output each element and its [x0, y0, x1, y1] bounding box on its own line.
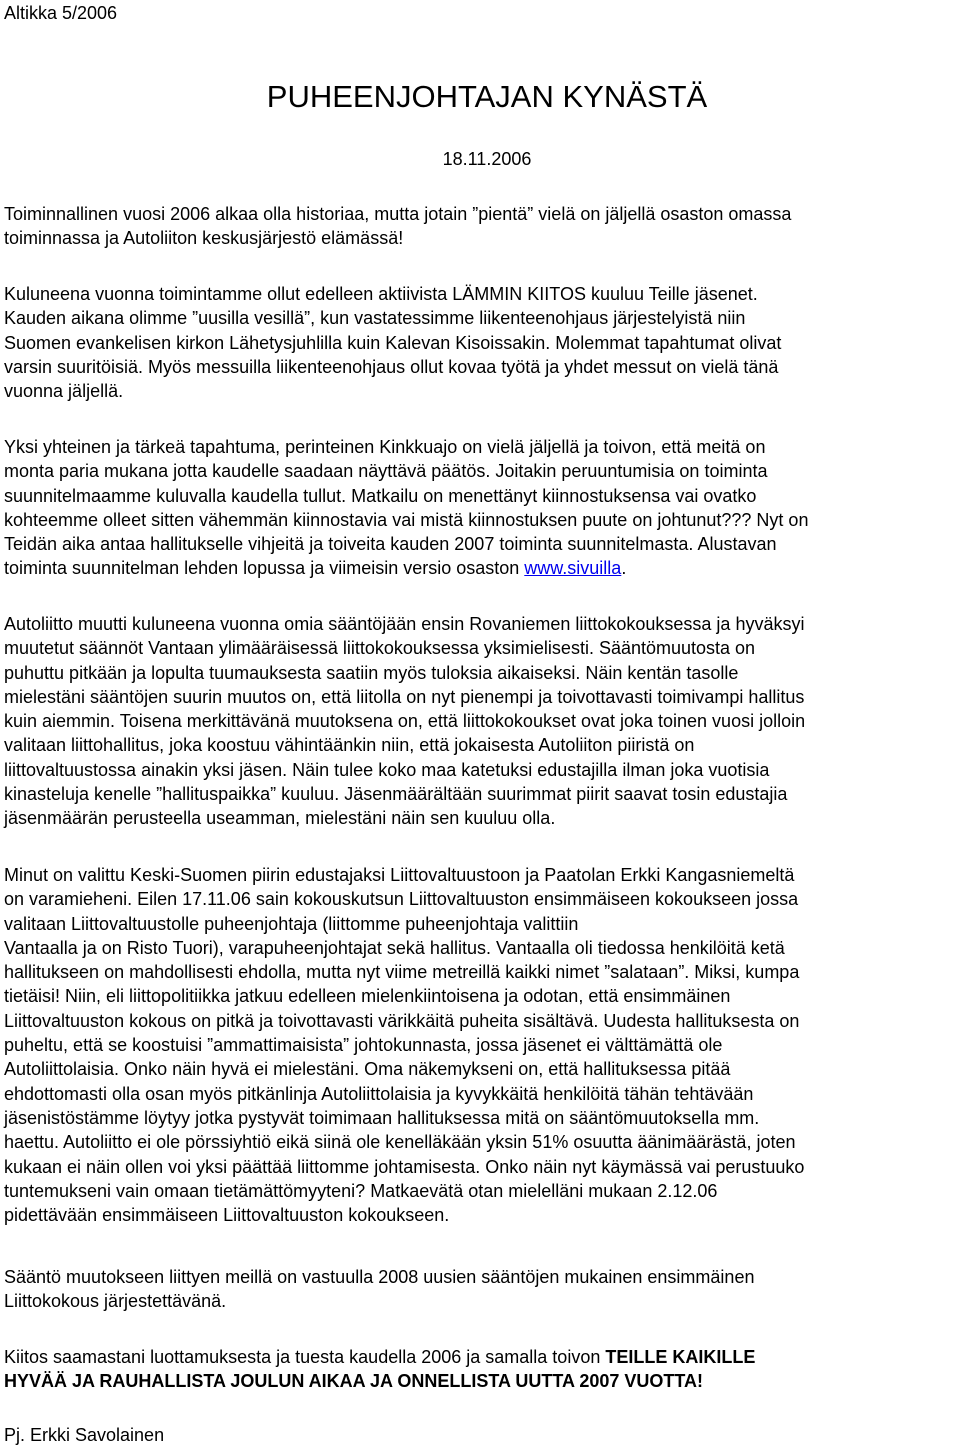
paragraph-line: Kuluneena vuonna toimintamme ollut edelleen aktiivista LÄMMIN KIITOS kuuluu Teille jäsenet. — [4, 284, 758, 304]
paragraph-line: kinasteluja kenelle ”hallituspaikka” kuuluu. Jäsenmäärältään suurimmat piirit saavat tosin edustajia — [4, 784, 788, 805]
paragraph-line: Liittokokous järjestettävänä. — [4, 1291, 227, 1312]
paragraph-text: Kiitos saamastani luottamuksesta ja tuesta kaudella 2006 ja samalla toivon — [4, 1347, 606, 1367]
website-link[interactable]: www.sivuilla — [524, 558, 622, 579]
paragraph-line: Sääntö muutokseen liittyen meillä on vastuulla 2008 uusien sääntöjen mukainen ensimmäinen — [4, 1267, 755, 1287]
paragraph-line: puhuttu pitkään ja lopulta tuumauksesta saatiin myös tuloksia aikaiseksi. Näin kentän tasolle — [4, 662, 739, 683]
issue-header: Altikka 5/2006 — [4, 3, 118, 23]
paragraph-line — [4, 1369, 956, 1393]
paragraph-activities — [4, 282, 956, 403]
article-date: 18.11.2006 — [442, 149, 532, 169]
paragraph-line: monta paria mukana jotta kaudelle saadaan näyttävä päätös. Joitakin peruuntumisia on toiminta — [4, 461, 768, 482]
paragraph-line: Suomen evankelisen kirkon Lähetysjuhlilla kuin Kalevan Kisoissakin. Molemmat tapahtumat olivat — [4, 332, 782, 353]
paragraph-line: toiminnassa ja Autoliiton keskusjärjestö elämässä! — [4, 228, 404, 249]
paragraph-line: Vantaalla ja on Risto Tuori), varapuheenjohtajat sekä hallitus. Vantaalla oli tiedossa henkilöitä ketä — [4, 937, 785, 958]
paragraph-line: vuonna jäljellä. — [4, 381, 124, 402]
paragraph-line: jäsenmäärän perusteella useamman, mielestäni näin sen kuuluu olla. — [4, 808, 556, 829]
paragraph-line: tietäisi! Niin, eli liittopolitiikka jatkuu edelleen mielenkiintoisena ja odotan, että ensimmäinen — [4, 986, 731, 1007]
paragraph-council — [4, 863, 956, 1227]
paragraph-line: ehdottomasti olla osan myös pitkänlinja Autoliittolaisia ja kyvykkäitä henkilöitä tähän tehtävään — [4, 1083, 754, 1104]
paragraph-line: kukaan ei näin ollen voi yksi päättää liittomme johtamisesta. Onko näin nyt käymässä vai perustuuko — [4, 1156, 805, 1177]
paragraph-kinkkuajo — [4, 435, 956, 581]
paragraph-2008-meeting — [4, 1265, 956, 1314]
paragraph-line: Minut on valittu Keski-Suomen piirin edustajaksi Liittovaltuustoon ja Paatolan Erkki Kangasniemeltä — [4, 865, 795, 885]
paragraph-text: toiminta suunnitelman lehden lopussa ja viimeisin versio osaston — [4, 558, 525, 579]
paragraph-line: on varamieheni. Eilen 17.11.06 sain kokouskutsun Liittovaltuuston ensimmäiseen kokoukseen jossa — [4, 889, 799, 910]
paragraph-intro — [4, 202, 956, 251]
paragraph-line: mielestäni sääntöjen suurin muutos on, että liitolla on nyt pienempi ja toivottavasti toimivampi hallitus — [4, 686, 805, 707]
paragraph-line: jäsenistöstämme löytyy jotka pystyvät toimimaan hallituksessa mitä on sääntömuutoksella mm. — [4, 1107, 760, 1128]
paragraph-line: Yksi yhteinen ja tärkeä tapahtuma, perinteinen Kinkkuajo on vielä jäljellä ja toivon, että meitä on — [4, 437, 766, 457]
paragraph-greetings — [4, 1345, 956, 1394]
paragraph-line: Liittovaltuuston kokous on pitkä ja toivottavasti värikkäitä puheita sisältävä. Uudesta hallituksesta on — [4, 1010, 800, 1031]
paragraph-line: varsin suuritöisiä. Myös messuilla liikenteenohjaus ollut kovaa työtä ja yhdet messut on vielä tänä — [4, 356, 779, 377]
paragraph-line: pidettävään ensimmäiseen Liittovaltuuston kokoukseen. — [4, 1205, 450, 1226]
paragraph-line: Kauden aikana olimme ”uusilla vesillä”, kun vastatessimme liikenteenohjaus järjestelyistä niin — [4, 308, 746, 329]
page-title: PUHEENJOHTAJAN KYNÄSTÄ — [266, 79, 708, 114]
paragraph-text: . — [621, 558, 627, 579]
signature — [4, 1423, 956, 1447]
paragraph-line: suunnitelmaamme kuluvalla kaudella tullut. Matkailu on menettänyt kiinnostuksensa vai ovatko — [4, 485, 757, 506]
paragraph-line: valitaan Liittovaltuustolle puheenjohtaja (liittomme puheenjohtaja valittiin — [4, 913, 579, 934]
paragraph-line: muutetut säännöt Vantaan ylimääräisessä liittokokouksessa yksimielisesti. Sääntömuutosta on — [4, 638, 756, 659]
paragraph-line — [4, 1345, 956, 1369]
paragraph-line: Autoliitto muutti kuluneena vuonna omia sääntöjään ensin Rovaniemen liittokokouksessa ja hyväksyi — [4, 614, 805, 634]
signature-text: Pj. Erkki Savolainen — [4, 1425, 165, 1445]
paragraph-line: hallitukseen on mahdollisesti ehdolla, mutta nyt viime metreillä kaikki nimet ”salataan”. Miksi, kumpa — [4, 962, 800, 983]
paragraph-line: puheltu, että se koostuisi ”ammattimaisista” johtokunnasta, jossa jäsenet ei välttämättä ole — [4, 1035, 723, 1056]
paragraph-line: Teidän aika antaa hallitukselle vihjeitä ja toiveita kauden 2007 toiminta suunnitelmasta. Alustavan — [4, 534, 777, 555]
paragraph-line: Autoliittolaisia. Onko näin hyvä ei mielestäni. Oma näkemykseni on, että hallituksessa pitää — [4, 1059, 731, 1080]
paragraph-line: valitaan liittohallitus, joka koostuu vähintäänkin niin, että jokaisesta Autoliiton piiristä on — [4, 735, 695, 756]
paragraph-line: haettu. Autoliitto ei ole pörssiyhtiö eikä siinä ole kenelläkään yksin 51% osuutta äänimäärästä, joten — [4, 1132, 796, 1153]
greeting-bold-text: HYVÄÄ JA RAUHALLISTA JOULUN AIKAA JA ONNELLISTA UUTTA 2007 VUOTTA! — [4, 1371, 704, 1392]
paragraph-line: kohteemme olleet sitten vähemmän kiinnostavia vai mistä kiinnostuksen puute on johtunut??? Nyt on — [4, 509, 809, 530]
paragraph-rules-change — [4, 612, 956, 831]
greeting-bold-text: TEILLE KAIKILLE — [605, 1347, 756, 1367]
paragraph-line-with-link — [4, 556, 956, 580]
paragraph-line: kuin aiemmin. Toisena merkittävänä muutoksena on, että liittokokoukset ovat joka toinen vuosi jolloin — [4, 711, 806, 732]
paragraph-line: liittovaltuustossa ainakin yksi jäsen. Näin tulee koko maa katetuksi edustajilla ilman joka vuotisia — [4, 759, 770, 780]
paragraph-line: Toiminnallinen vuosi 2006 alkaa olla historiaa, mutta jotain ”pientä” vielä on jäljellä osaston omassa — [4, 204, 792, 224]
paragraph-line: tuntemukseni vain omaan tietämättömyyteni? Matkaevätä otan mielelläni mukaan 2.12.06 — [4, 1180, 718, 1201]
